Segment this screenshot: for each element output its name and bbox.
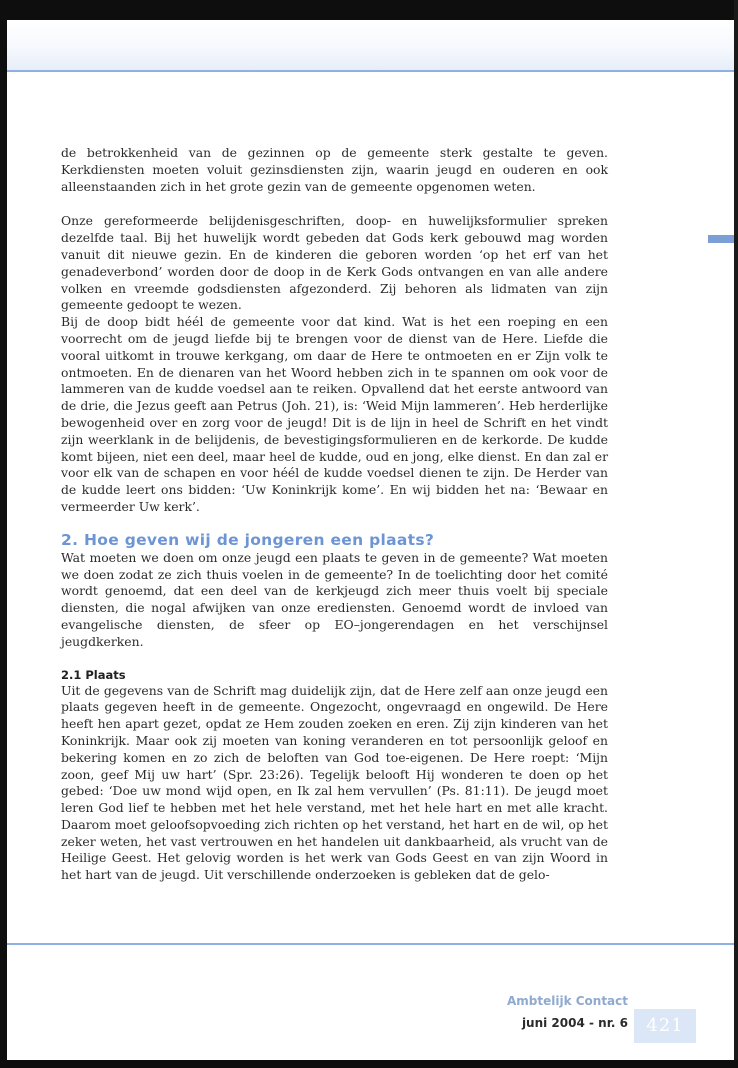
article-body (61, 145, 608, 884)
paragraph-2: Onze gereformeerde belijdenisgeschriften, doop- en huwelijksformulier spreken dezelfde taal. Bij het huwelijk wordt gebeden dat Gods kerk gebouwd mag worden vanuit dit nieuwe gezin. En de kinderen die geboren worden ‘op het erf van het genadeverbond’ worden door de doop in de Kerk Gods ontvangen en van alle andere volken en vreemde godsdiensten afgezonderd. Zij behoren als lidmaten van zijn gemeente gedoopt te wezen. (61, 213, 608, 313)
page-number: 421 (634, 1009, 696, 1043)
scan-border-left (0, 0, 7, 1068)
header-rule (7, 70, 734, 72)
scan-border-bottom (0, 1060, 738, 1068)
journal-name: Ambtelijk Contact (506, 994, 628, 1008)
scan-border-right (734, 0, 738, 1068)
footer-rule (7, 943, 734, 945)
section-heading: 2. Hoe geven wij de jongeren een plaats? (61, 530, 435, 549)
paragraph-5: Uit de gegevens van de Schrift mag duidelijk zijn, dat de Here zelf aan onze jeugd een plaats gegeven heeft in de gemeente. Ongezocht, ongevraagd en ongewild. De Here heeft hen apart gezet, opdat ze Hem zouden zoeken en eren. Zij zijn kinderen van het Koninkrijk. Maar ook zij moeten van koning veranderen en tot persoonlijk geloof en bekering komen en zo zich de beloften van God toe-eigenen. De Here roept: ‘Mijn zoon, geef Mij uw hart’ (Spr. 23:26). Tegelijk belooft Hij wonderen te doen op het gebed: ‘Doe uw mond wijd open, en Ik zal hem vervullen’ (Ps. 81:11). De jeugd moet leren God lief te hebben met het hele verstand, met het hele hart en met alle kracht. Daarom moet geloofsopvoeding zich richten op het verstand, het hart en de wil, op het zeker weten, het vast vertrouwen en het handelen uit dankbaarheid, als vrucht van de Heilige Geest. Het gelovig worden is het werk van Gods Geest en van zijn Woord in het hart van de jeugd. Uit verschillende onderzoeken is gebleken dat de gelo- (61, 682, 608, 883)
journal-info (507, 990, 628, 1034)
journal-issue: juni 2004 - nr. 6 (521, 1016, 628, 1030)
header-band (7, 20, 734, 72)
paragraph-1: de betrokkenheid van de gezinnen op de gemeente sterk gestalte te geven. Kerkdiensten moeten voluit gezinsdiensten zijn, waarin jeugd en ouderen en ook alleenstaanden zich in het grote gezin van de gemeente opgenomen weten. (61, 145, 608, 194)
paragraph-4: Wat moeten we doen om onze jeugd een plaats te geven in de gemeente? Wat moeten we doen zodat ze zich thuis voelen in de gemeente? In de toelichting door het comité wordt genoemd, dat een deel van de kerkjeugd zich meer thuis voelt bij speciale diensten, die nogal afwijken van onze erediensten. Genoemd wordt de invloed van evangelische diensten, de sfeer op EO–jongerendagen en het verschijnsel jeugdkerken. (61, 549, 608, 649)
scan-border-top (0, 0, 738, 20)
side-tab-marker (708, 235, 734, 243)
subsection-heading: 2.1 Plaats (61, 667, 126, 682)
paragraph-3: Bij de doop bidt héél de gemeente voor dat kind. Wat is het een roeping en een voorrecht om de jeugd liefde bij te brengen voor de dienst van de Here. Liefde die vooral uitkomt in trouwe kerkgang, om daar de Here te ontmoeten en er Zijn volk te ontmoeten. En de dienaren van het Woord hebben zich in te spannen om ook voor de lammeren van de kudde voedsel aan te reiken. Opvallend dat het eerste antwoord van de drie, die Jezus geeft aan Petrus (Joh. 21), is: ‘Weid Mijn lammeren’. Heb herderlijke bewogenheid over en zorg voor de jeugd! Dit is de lijn in heel de Schrift en het vindt zijn weerklank in de belijdenis, de bevestigingsformulieren en de kerkorde. De kudde komt bijeen, niet een deel, maar heel de kudde, oud en jong, elke dienst. En dan zal er voor elk van de schapen en voor héél de kudde voedsel dienen te zijn. De Herder van de kudde leert ons bidden: ‘Uw Koninkrijk kome’. En wij bidden het na: ‘Bewaar en vermeerder Uw kerk’. (61, 314, 608, 514)
